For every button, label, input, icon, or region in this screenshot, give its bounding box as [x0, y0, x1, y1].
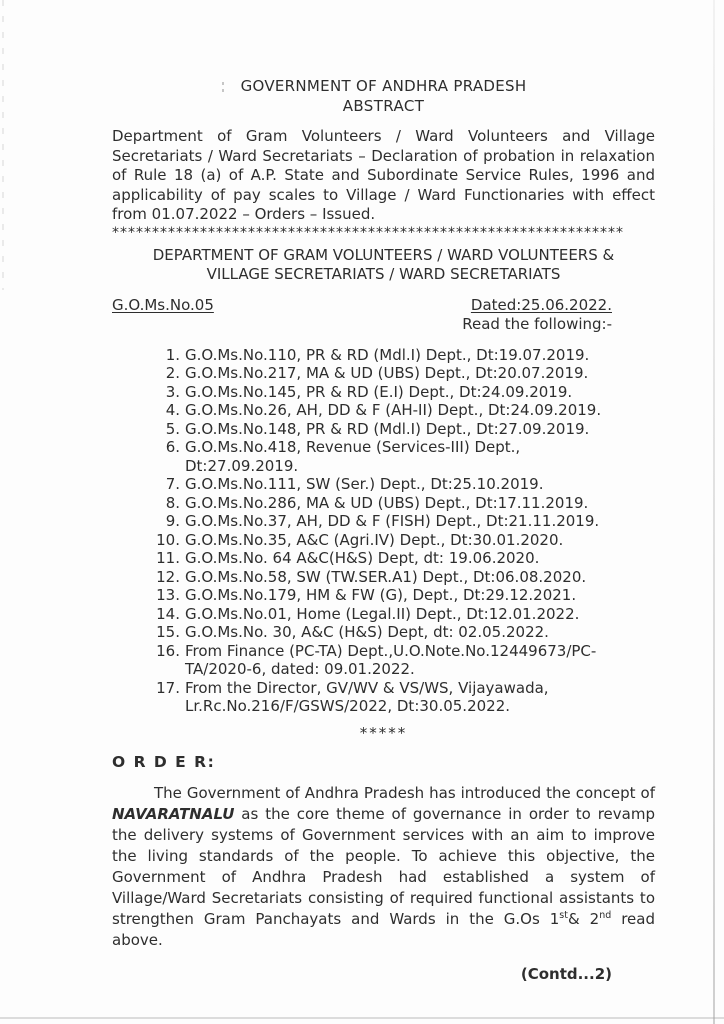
reference-text-line: G.O.Ms.No.145, PR & RD (E.I) Dept., Dt:24.09.2019.: [185, 382, 573, 401]
reference-number: 16.: [156, 641, 180, 660]
order-paragraph-segment: & 2: [567, 909, 600, 928]
reference-item: [112, 679, 655, 716]
references-list: [112, 346, 655, 716]
reference-text-line: Lr.Rc.No.216/F/GSWS/2022, Dt:30.05.2022.: [185, 697, 511, 715]
reference-number: 12.: [156, 567, 180, 586]
reference-text-line: G.O.Ms.No.110, PR & RD (Mdl.I) Dept., Dt:19.07.2019.: [185, 345, 590, 364]
order-paragraph-segment: as the core theme of governance in order to revamp the delivery systems of Government services with an aim to improve the living standards of the people. To achieve this objective, the Government of Andhra Pradesh had established a system of Village/Ward Secretariats consisting of required functional assistants to strengthen Gram Panchayats and Wards in the G.Os 1: [112, 804, 655, 928]
order-paragraph-segment: nd: [599, 909, 612, 921]
contd-note: (Contd...2): [520, 964, 612, 983]
reference-text-line: From Finance (PC-TA) Dept.,U.O.Note.No.12449673/PC-: [185, 641, 597, 660]
reference-text-line: G.O.Ms.No.179, HM & FW (G), Dept., Dt:29.12.2021.: [185, 586, 577, 604]
scan-edge-bottom-artifact: [0, 1017, 724, 1019]
reference-text-line: G.O.Ms.No.111, SW (Ser.) Dept., Dt:25.10.2019.: [185, 475, 544, 493]
reference-number: 15.: [156, 623, 180, 641]
reference-number: 7.: [165, 475, 180, 493]
reference-item: [112, 383, 655, 402]
reference-text: [185, 475, 655, 494]
reference-text-line: G.O.Ms.No. 30, A&C (H&S) Dept, dt: 02.05.2022.: [185, 623, 549, 641]
reference-text-line: G.O.Ms.No.35, A&C (Agri.IV) Dept., Dt:30.01.2020.: [185, 530, 564, 549]
order-meta-right: [462, 296, 655, 334]
reference-text: [185, 568, 655, 587]
reference-text: [185, 438, 655, 475]
order-paragraph: [112, 783, 655, 951]
reference-text: [185, 642, 655, 679]
order-paragraph-segment: st: [559, 909, 568, 921]
reference-text: [185, 346, 655, 365]
go-number: G.O.Ms.No.05: [112, 295, 214, 314]
reference-item: [112, 420, 655, 439]
dated-label: Dated:25.06.2022.: [470, 295, 612, 314]
reference-text-line: G.O.Ms.No.217, MA & UD (UBS) Dept., Dt:20.07.2019.: [185, 364, 589, 382]
reference-text: [185, 623, 655, 642]
reference-text: [185, 383, 655, 402]
reference-number: 6.: [165, 438, 180, 456]
reference-text-line: G.O.Ms.No.58, SW (TW.SER.A1) Dept., Dt:06.08.2020.: [185, 567, 587, 586]
reference-item: [112, 494, 655, 513]
reference-text-line: G.O.Ms.No.26, AH, DD & F (AH-II) Dept., Dt:24.09.2019.: [185, 401, 602, 419]
reference-number: 9.: [165, 512, 180, 530]
reference-item: [112, 475, 655, 494]
reference-text: [185, 586, 655, 605]
reference-item: [112, 346, 655, 365]
order-meta-row: [112, 296, 655, 334]
reference-number: 3.: [165, 382, 180, 401]
reference-item: [112, 549, 655, 568]
reference-text: [185, 549, 655, 568]
reference-item: [112, 586, 655, 605]
read-following-label: Read the following:-: [462, 314, 612, 333]
document-content: [112, 77, 655, 983]
reference-item: [112, 623, 655, 642]
reference-text-line: From the Director, GV/WV & VS/WS, Vijayawada,: [185, 678, 549, 697]
order-paragraph-segment: NAVARATNALU: [112, 804, 235, 823]
reference-text-line: G.O.Ms.No.418, Revenue (Services-III) Dept.,: [185, 438, 521, 456]
reference-number: 10.: [156, 530, 180, 549]
reference-item: [112, 401, 655, 420]
order-heading: O R D E R:: [112, 752, 216, 771]
reference-text-line: Dt:27.09.2019.: [185, 456, 299, 475]
reference-text: [185, 679, 655, 716]
reference-item: [112, 605, 655, 624]
document-title: GOVERNMENT OF ANDHRA PRADESH: [240, 77, 527, 95]
order-paragraph-segment: The Government of Andhra Pradesh has introduced the concept of: [154, 783, 655, 802]
reference-item: [112, 531, 655, 550]
reference-number: 2.: [165, 364, 180, 382]
reference-number: 14.: [156, 604, 180, 623]
department-heading-line2: VILLAGE SECRETARIATS / WARD SECRETARIATS: [206, 264, 561, 283]
reference-text-line: TA/2020-6, dated: 09.01.2022.: [185, 660, 415, 678]
order-paragraph-segment: read above.: [112, 909, 655, 949]
reference-text: [185, 420, 655, 439]
reference-text-line: G.O.Ms.No.01, Home (Legal.II) Dept., Dt:12.01.2022.: [185, 604, 580, 623]
reference-text: [185, 494, 655, 513]
scan-edge-left-artifact: [2, 0, 4, 290]
reference-number: 8.: [165, 493, 180, 512]
reference-number: 13.: [156, 586, 180, 604]
reference-text-line: G.O.Ms.No.37, AH, DD & F (FISH) Dept., Dt:21.11.2019.: [185, 512, 600, 530]
reference-item: [112, 512, 655, 531]
reference-text: [185, 512, 655, 531]
reference-number: 11.: [156, 549, 180, 567]
reference-number: 1.: [165, 345, 180, 364]
reference-item: [112, 642, 655, 679]
reference-text: [185, 364, 655, 383]
reference-number: 17.: [156, 678, 180, 697]
reference-text-line: G.O.Ms.No. 64 A&C(H&S) Dept, dt: 19.06.2020.: [185, 549, 540, 567]
subject-paragraph: Department of Gram Volunteers / Ward Volunteers and Village Secretariats / Ward Secretariats – Declaration of probation in relaxation of Rule 18 (a) of A.P. State and Subordinate Service Rules, 1996 and applicability of pay scales to Village / Ward Functionaries with effect from 01.07.2022 – Orders – Issued.: [112, 127, 655, 223]
reference-item: [112, 438, 655, 475]
reference-number: 5.: [165, 419, 180, 438]
document-subtitle: ABSTRACT: [342, 97, 425, 115]
reference-text: [185, 531, 655, 550]
reference-number: 4.: [165, 401, 180, 419]
reference-text: [185, 401, 655, 420]
reference-item: [112, 364, 655, 383]
scan-edge-right-artifact: [713, 0, 715, 1024]
order-separator-stars: *****: [359, 723, 408, 742]
reference-item: [112, 568, 655, 587]
asterisk-separator-line: ****************************************************************: [112, 224, 624, 241]
reference-text-line: G.O.Ms.No.148, PR & RD (Mdl.I) Dept., Dt:27.09.2019.: [185, 419, 590, 438]
reference-text: [185, 605, 655, 624]
reference-text-line: G.O.Ms.No.286, MA & UD (UBS) Dept., Dt:17.11.2019.: [185, 493, 589, 512]
department-heading-line1: DEPARTMENT OF GRAM VOLUNTEERS / WARD VOLUNTEERS &: [152, 245, 615, 264]
